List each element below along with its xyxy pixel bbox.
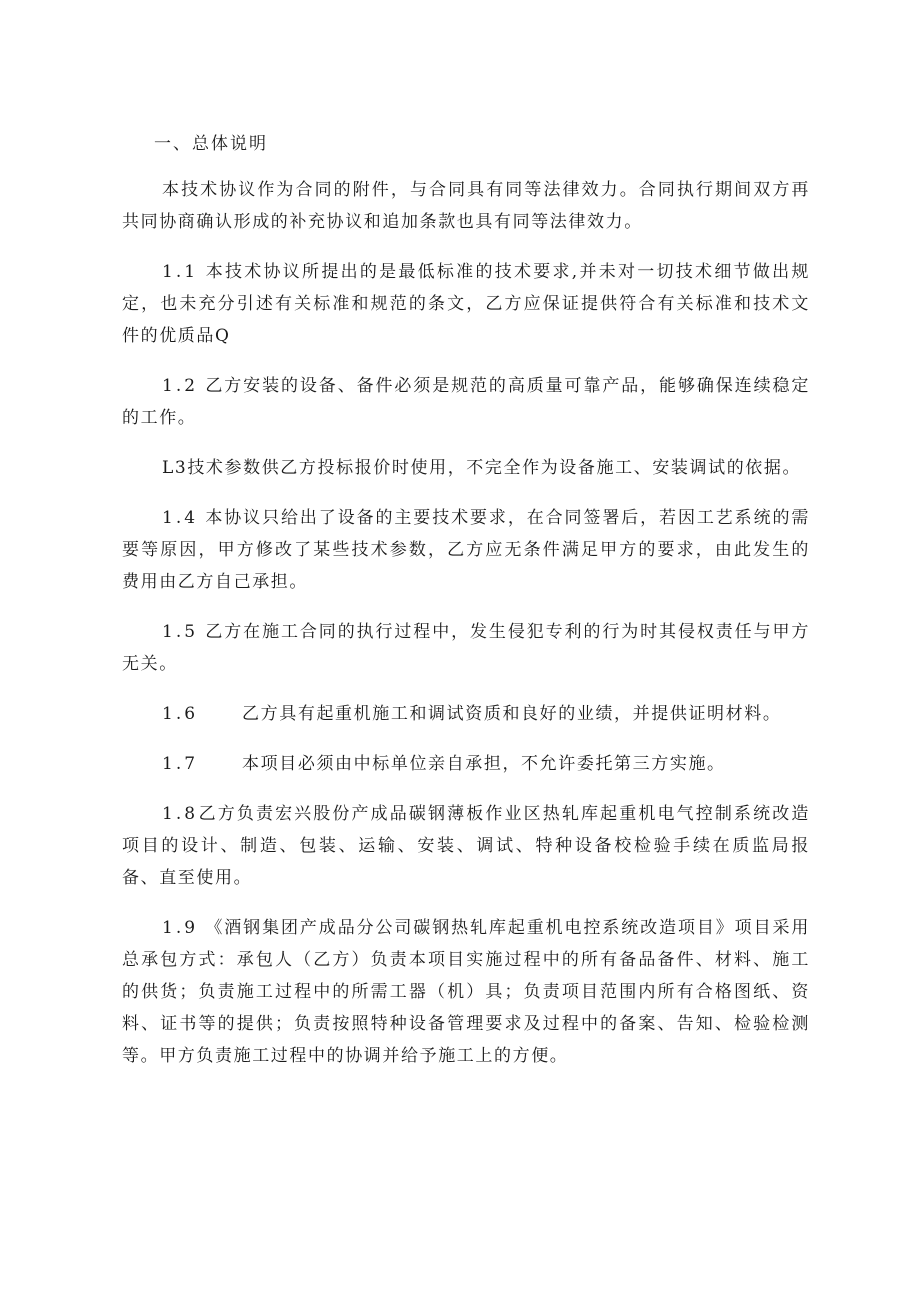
paragraph-text: 本协议只给出了设备的主要技术要求，在合同签署后，若因工艺系统的需要等原因，甲方修改了某些技术参数，乙方应无条件满足甲方的要求，由此发生的费用由乙方自己承担。: [122, 508, 810, 592]
paragraph-text: 乙方安装的设备、备件必须是规范的高质量可靠产品，能够确保连续稳定的工作。: [122, 376, 810, 428]
paragraph-1-9: [122, 912, 810, 1072]
paragraph-1-5: [122, 616, 810, 680]
clause-number: 1.8: [162, 804, 199, 824]
clause-number: 1.1: [162, 262, 199, 282]
section-title: 一、总体说明: [154, 134, 268, 154]
clause-number: L3: [162, 458, 188, 478]
clause-number: 1.7: [162, 754, 199, 774]
paragraph-text: 乙方负责宏兴股份产成品碳钢薄板作业区热轧库起重机电气控制系统改造项目的设计、制造、包装、运输、安装、调试、特种设备校检验手续在质监局报备、直至使用。: [122, 804, 810, 888]
paragraph-1-1: [122, 256, 810, 352]
paragraph-1-6: [122, 698, 810, 730]
clause-number: 1.4: [162, 508, 199, 528]
paragraph-1-7: [122, 748, 810, 780]
paragraph-1-8: [122, 798, 810, 894]
clause-number: 1.5: [162, 622, 199, 642]
paragraph-1-3: [122, 452, 810, 484]
paragraph-text: 本项目必须由中标单位亲自承担，不允许委托第三方实施。: [242, 754, 726, 774]
clause-number: 1.9: [162, 918, 199, 938]
paragraph-text: 《酒钢集团产成品分公司碳钢热轧库起重机电控系统改造项目》项目采用总承包方式：承包人（乙方）负责本项目实施过程中的所有备品备件、材料、施工的供货；负责施工过程中的所需工器（机）具；负责项目范围内所有合格图纸、资料、证书等的提供；负责按照特种设备管理要求及过程中的备案、告知、检验检测等。甲方负责施工过程中的协调并给予施工上的方便。: [122, 918, 810, 1066]
paragraph-text: 乙方在施工合同的执行过程中，发生侵犯专利的行为时其侵权责任与甲方无关。: [122, 622, 810, 674]
paragraph-text: 本技术协议作为合同的附件，与合同具有同等法律效力。合同执行期间双方再共同协商确认形成的补充协议和追加条款也具有同等法律效力。: [122, 180, 810, 232]
paragraph-text: 乙方具有起重机施工和调试资质和良好的业绩，并提供证明材料。: [242, 704, 782, 724]
paragraph-text: 本技术协议所提出的是最低标准的技术要求,并未对一切技术细节做出规定，也未充分引述有关标准和规范的条文，乙方应保证提供符合有关标准和技术文件的优质品Q: [122, 262, 810, 346]
paragraph-text: 技术参数供乙方投标报价时使用，不完全作为设备施工、安装调试的依据。: [187, 458, 802, 478]
clause-number: 1.2: [162, 376, 199, 396]
paragraph-1-4: [122, 502, 810, 598]
paragraph-intro: [122, 174, 810, 238]
clause-number: 1.6: [162, 704, 199, 724]
paragraph-1-2: [122, 370, 810, 434]
